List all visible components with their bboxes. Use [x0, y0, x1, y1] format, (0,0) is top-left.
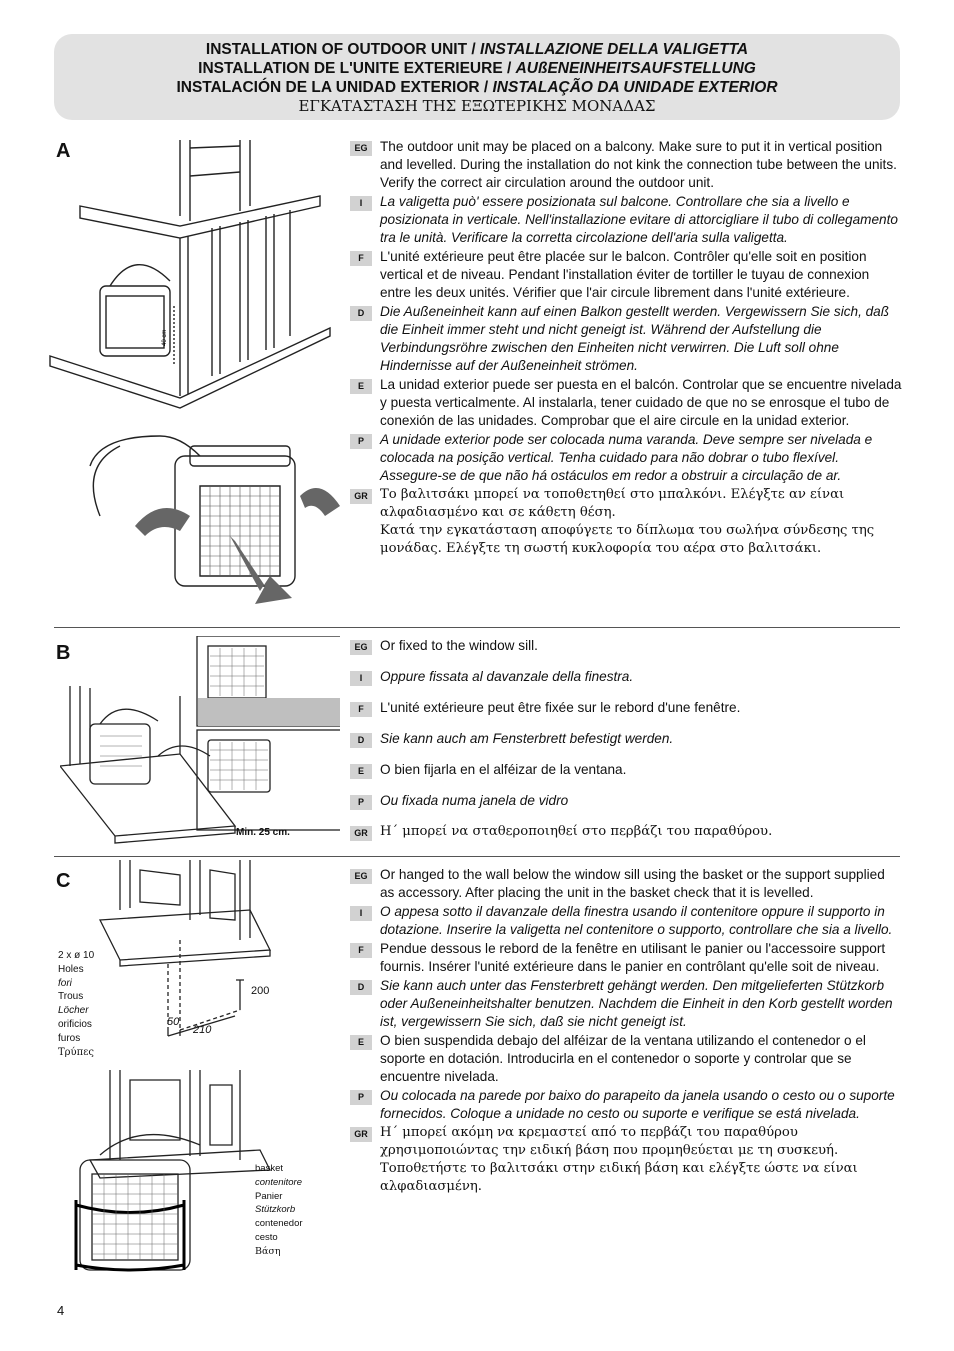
section-divider — [54, 856, 900, 857]
page-number: 4 — [57, 1303, 65, 1318]
header-line-4: ΕΓΚΑΤΑΣΤΑΣΗ ΤΗΣ ΕΞΩΤΕΡΙΚΗΣ ΜΟΝΑΔΑΣ — [298, 97, 656, 115]
text-row: I O appesa sotto il davanzale della finestra usando il contenitore oppure il supporto in dotazione. Inserire la valigetta nel contenitore o supporto, controllare che sia a livello. — [350, 903, 902, 939]
holes-label: 2 x ø 10 Holes fori Trous Löcher orificios furos Τρύπες — [58, 950, 95, 1058]
section-a-label: A — [56, 140, 71, 162]
text-row: GR Η΄ μπορεί ακόμη να κρεμαστεί από το περβάζι του παραθύρου χρησιμοποιώντας την ειδική βάση που προμηθεύεται με τη συσκευή. Τοποθετήστε το βαλιτσάκι στην ειδική βάση και ελέγξτε ώστε να είναι αλφαδιασμένη. — [350, 1124, 902, 1196]
header-line-2: INSTALLATION DE L'UNITE EXTERIEURE / AUßENEINHEITSAUFSTELLUNG — [198, 60, 756, 77]
text-row: EG The outdoor unit may be placed on a balcony. Make sure to put it in vertical position and levelled. During the installation do not kink the connection tube between the units. Verify the correct air circulation around the outdoor unit. — [350, 138, 902, 192]
section-b-label: B — [56, 642, 71, 664]
text-row: P Ou fixada numa janela de vidro — [350, 792, 902, 810]
text-row: D Sie kann auch am Fensterbrett befestigt werden. — [350, 730, 902, 748]
dimension-210: 210 — [193, 1024, 212, 1036]
text-row: D Sie kann auch unter das Fensterbrett gehängt werden. Den mitgelieferten Stützkorb oder Außeneinheitshalter benutzen. Nachdem die Einheit in den Korb gestellt worden ist, vergewissern Sie sich, daß sie nicht geneigt ist. — [350, 977, 902, 1031]
text-row: EG Or fixed to the window sill. — [350, 637, 902, 655]
header-line-3: INSTALACIÓN DE LA UNIDAD EXTERIOR / INSTALAÇÃO DA UNIDADE EXTERIOR — [176, 79, 778, 96]
balcony-illustration — [40, 136, 340, 606]
text-row: GR Το βαλιτσάκι μπορεί να τοποθετηθεί στο μπαλκόνι. Ελέγξτε αν είναι αλφαδιασμένο και σε κάθετη θέση. Κατά την εγκατάσταση αποφύγετε το δίπλωμα του σωλήνα σύνδεσης της μονάδας. Ελέγξτε τη σωστή κυκλοφορία του αέρα στο βαλιτσάκι. — [350, 486, 902, 558]
section-divider — [54, 627, 900, 628]
text-row: I Oppure fissata al davanzale della finestra. — [350, 668, 902, 686]
text-row: P A unidade exterior pode ser colocada numa varanda. Deve sempre ser nivelada e colocada na posição vertical. Tenha cuidado para não dobrar o tubo flexível. Assegure-se de que não há ostáculos em redor a obstruir a circulação de ar. — [350, 431, 902, 485]
dimension-50: 50 — [167, 1016, 180, 1028]
text-row: D Die Außeneinheit kann auf einen Balkon gestellt werden. Vergewissern Sie sich, daß die Einheit immer steht und nicht geneigt ist. Während der Aufstellung die Verbindungsröhre zwischen den Einheiten nicht verwirren. Die Luft soll ohne Hindernisse auf der Außeneinheit strömen. — [350, 303, 902, 375]
section-c-label: C — [56, 870, 71, 892]
text-row: EG Or hanged to the wall below the window sill using the basket or the support supplied as accessory. After placing the unit in the basket check that it is levelled. — [350, 866, 902, 902]
text-row: P Ou colocada na parede por baixo do parapeito da janela usando o cesto ou o suporte fornecidos. Coloque a unidade no cesto ou suporte e verifique se está nivelada. — [350, 1087, 902, 1123]
text-row: E O bien suspendida debajo del alféizar de la ventana utilizando el contenedor o el soporte en dotación. Introducirla en el contenedor o soporte y controlar que se encuentre nivelada. — [350, 1032, 902, 1086]
text-row: F Pendue dessous le rebord de la fenêtre en utilisant le panier ou l'accessoire support fournis. Insérer l'unité extérieure dans le panier en contrôlant qu'elle soit de niveau. — [350, 940, 902, 976]
text-row: F L'unité extérieure peut être placée sur le balcon. Contrôler qu'elle soit en position vertical et de niveau. Pendant l'installation éviter de tortiller le tuyau de connexion entre les deux unités. Vérifier que l'air circule librement dans l'unité extérieure. — [350, 248, 902, 302]
text-row: GR Η΄ μπορεί να σταθεροποιηθεί στο περβάζι του παραθύρου. — [350, 823, 902, 841]
section-b-text — [350, 637, 902, 841]
basket-label: basket contenitore Panier Stützkorb contenedor cesto Βάση — [255, 1163, 303, 1257]
section-a-text — [350, 138, 902, 558]
window-sill-illustration — [60, 636, 340, 846]
header-line-1: INSTALLATION OF OUTDOOR UNIT / INSTALLAZIONE DELLA VALIGETTA — [205, 41, 749, 58]
text-row: E La unidad exterior puede ser puesta en el balcón. Controlar que se encuentre nivelada y puesta verticalmente. Al instalarla, tener cuidado de que no se enrosque el tubo de conexión de las unidades. Comprobar que el aire circule en la unidad exterior. — [350, 376, 902, 430]
section-c-text — [350, 866, 902, 1196]
text-row: F L'unité extérieure peut être fixée sur le rebord d'une fenêtre. — [350, 699, 902, 717]
page-header — [54, 34, 900, 120]
dimension-200: 200 — [251, 985, 270, 997]
text-row: I La valigetta può' essere posizionata sul balcone. Controllare che sia a livello e posizionata in verticale. Nell'installazione evitare di attorcigliare il tubo di collegamento tra le unità. Verificare la corretta circolazione dell'aria sulla valigetta. — [350, 193, 902, 247]
text-row: E O bien fijarla en el alféizar de la ventana. — [350, 761, 902, 779]
clearance-label: 40 cm — [162, 329, 168, 346]
min-distance-label: Min. 25 cm. — [236, 827, 290, 838]
